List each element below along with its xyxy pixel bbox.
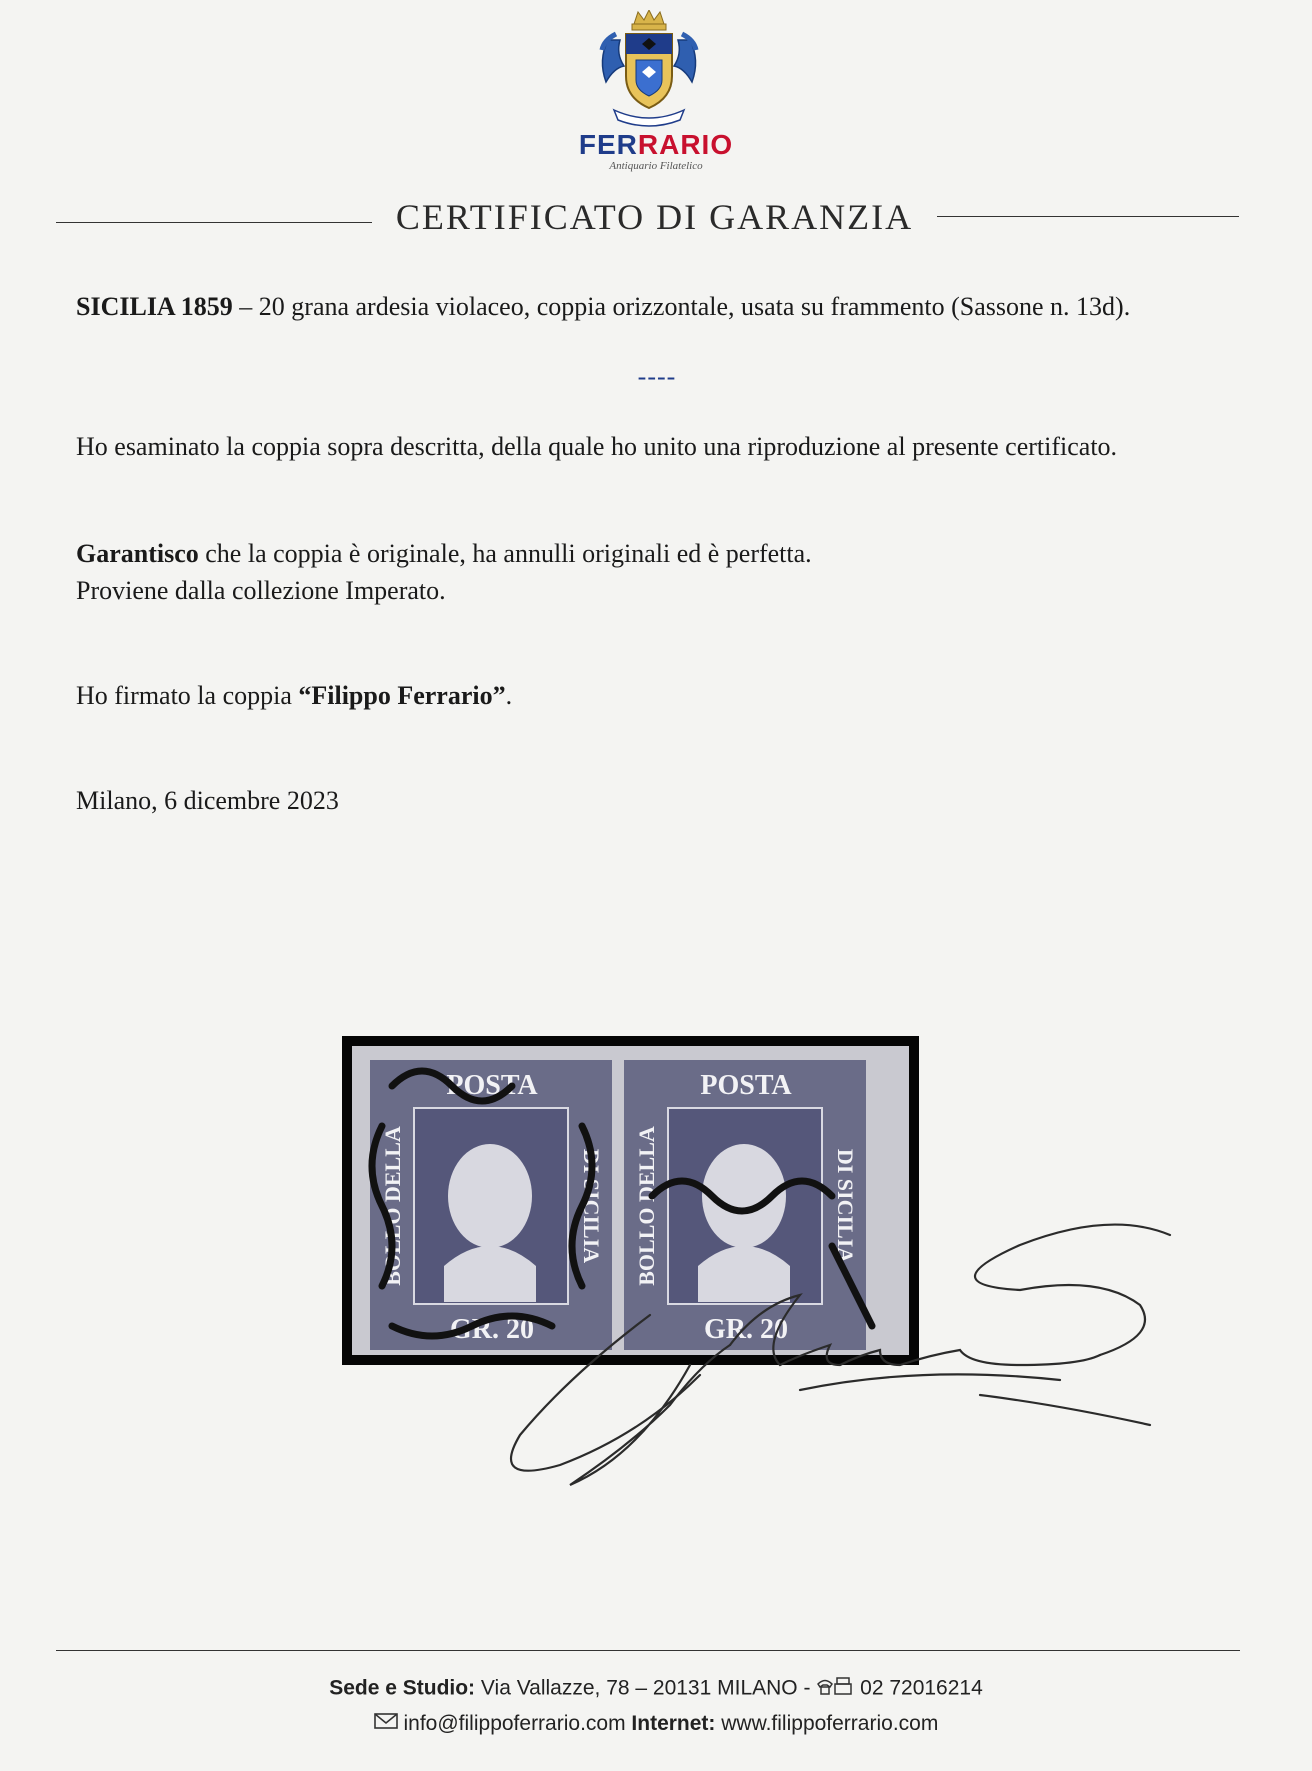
guarantee-bold: Garantisco	[76, 539, 199, 568]
phone-number: 02 72016214	[854, 1676, 983, 1700]
stamp-right-side-text: BOLLO DELLA	[634, 1126, 659, 1286]
signed-paragraph	[76, 677, 1222, 714]
examined-paragraph: Ho esaminato la coppia sopra descritta, della quale ho unito una riproduzione al presente certificato.	[76, 432, 1118, 461]
title-rule-right	[937, 216, 1239, 217]
provenance-paragraph: Proviene dalla collezione Imperato.	[76, 576, 446, 605]
stamp-left-top-text: POSTA	[446, 1070, 538, 1101]
envelope-icon	[374, 1712, 398, 1736]
stamp-right-side-text-right: DI SICILIA	[833, 1148, 858, 1264]
certificate-title: CERTIFICATO DI GARANZIA	[395, 197, 914, 237]
guarantee-paragraph	[76, 535, 1222, 572]
heraldic-crest-icon	[594, 10, 704, 128]
signed-name: “Filippo Ferrario”	[298, 681, 506, 710]
separator: ----	[637, 362, 677, 391]
place-date: Milano, 6 dicembre 2023	[76, 786, 339, 815]
brand-name-part1: FER	[578, 129, 638, 160]
footer-rule	[56, 1650, 1240, 1651]
stamp-left-value-text: GR. 20	[450, 1314, 534, 1345]
internet-label: Internet:	[631, 1712, 716, 1735]
stamp-right-top-text: POSTA	[700, 1070, 792, 1101]
stamp-description	[76, 288, 1222, 325]
signed-prefix: Ho firmato la coppia	[76, 681, 299, 710]
handwritten-signature	[500, 1215, 1190, 1510]
guarantee-text: che la coppia è originale, ha annulli originali ed è perfetta.	[198, 539, 812, 568]
footer-address-line	[0, 1676, 1312, 1702]
brand-name-part2: RARIO	[637, 129, 734, 160]
website-link[interactable]: www.filippoferrario.com	[715, 1712, 939, 1735]
signed-suffix: .	[505, 681, 513, 710]
address-label: Sede e Studio:	[329, 1676, 476, 1700]
brand-tagline: Antiquario Filatelico	[609, 160, 703, 172]
stamp-right-value-text: GR. 20	[704, 1314, 788, 1345]
footer-contact-line	[0, 1712, 1312, 1736]
title-rule-left	[56, 222, 372, 223]
brand-name	[556, 129, 756, 161]
description-text: – 20 grana ardesia violaceo, coppia orizzontale, usata su frammento (Sassone n. 13d).	[232, 292, 1131, 321]
stamp-left-side-text: BOLLO DELLA	[380, 1126, 405, 1286]
stamp-left-side-text-right: DI SICILIA	[579, 1148, 604, 1264]
description-bold: SICILIA 1859	[76, 292, 233, 321]
address-text: Via Vallazze, 78 – 20131 MILANO -	[475, 1676, 817, 1700]
phone-fax-icon	[816, 1676, 854, 1702]
email-link[interactable]: info@filippoferrario.com	[397, 1712, 632, 1735]
